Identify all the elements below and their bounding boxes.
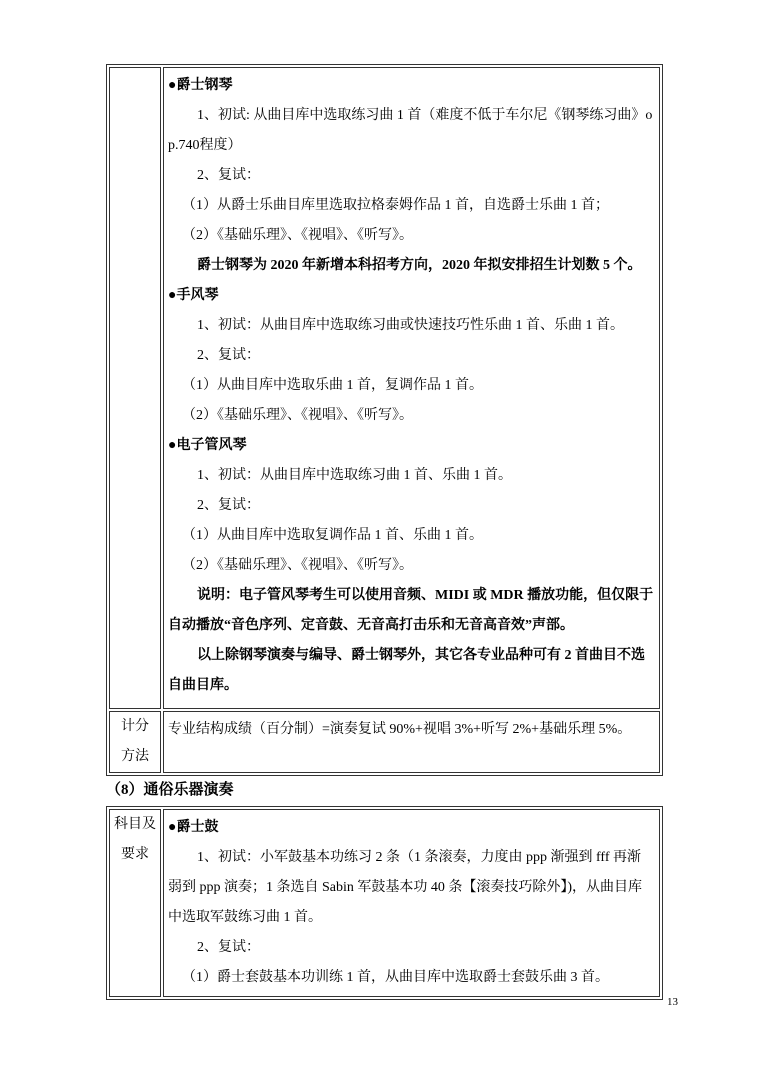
- page-number: 13: [667, 996, 678, 1008]
- subject-label-line: 要求: [121, 847, 149, 862]
- requirement-paragraph: ●电子管风琴: [168, 438, 247, 453]
- requirement-paragraph: 2、复试：: [197, 168, 260, 183]
- requirement-paragraph: 2、复试：: [197, 348, 260, 363]
- requirement-paragraph: ●爵士钢琴: [168, 78, 233, 93]
- popular-instruments-table: [106, 806, 663, 1000]
- subject-requirements-row: [109, 809, 660, 997]
- subject-requirements-label-cell: [109, 809, 161, 997]
- scoring-method-row: [109, 711, 660, 773]
- requirement-paragraph: ●爵士鼓: [168, 820, 219, 835]
- requirement-paragraph: 2、复试：: [197, 940, 260, 955]
- subject-requirements-content-cell: [163, 809, 660, 997]
- requirement-paragraph: （2）《基础乐理》、《视唱》、《听写》。: [182, 558, 413, 573]
- requirements-row: [109, 67, 660, 709]
- scoring-method-label-cell: [109, 711, 161, 773]
- requirement-paragraph: ●手风琴: [168, 288, 219, 303]
- requirement-paragraph: 1、初试：小军鼓基本功练习 2 条（1 条滚奏，力度由 ppp 渐强到 fff 再渐弱到 ppp 演奏；1 条选自 Sabin 军鼓基本功 40 条【滚奏技巧除外】)，从曲目库中选取军鼓练习曲 1 首。: [168, 850, 643, 925]
- scoring-formula-cell: [163, 711, 660, 773]
- requirement-paragraph: 1、初试：从曲目库中选取练习曲 1 首、乐曲 1 首。: [197, 468, 512, 483]
- requirement-paragraph: 1、初试：从曲目库中选取练习曲或快速技巧性乐曲 1 首、乐曲 1 首。: [197, 318, 624, 333]
- requirement-paragraph: 以上除钢琴演奏与编导、爵士钢琴外，其它各专业品种可有 2 首曲目不选自曲目库。: [168, 648, 645, 693]
- requirement-paragraph: （1）从曲目库中选取复调作品 1 首、乐曲 1 首。: [182, 528, 483, 543]
- scoring-label-line: 方法: [121, 749, 149, 764]
- requirement-paragraph: （2）《基础乐理》、《视唱》、《听写》。: [182, 228, 413, 243]
- subject-label-line: 科目及: [114, 817, 156, 832]
- scoring-label-line: 计分: [121, 719, 149, 734]
- row-label-cell-empty: [109, 67, 161, 709]
- requirement-paragraph: 2、复试：: [197, 498, 260, 513]
- requirement-paragraph: 1、初试: 从曲目库中选取练习曲 1 首（难度不低于车尔尼《钢琴练习曲》op.740程度）: [168, 108, 653, 153]
- requirement-paragraph: （1）从爵士乐曲目库里选取拉格泰姆作品 1 首，自选爵士乐曲 1 首；: [182, 198, 609, 213]
- scoring-formula: 专业结构成绩（百分制）=演奏复试 90%+视唱 3%+听写 2%+基础乐理 5%。: [168, 722, 632, 737]
- requirement-paragraph: 爵士钢琴为 2020 年新增本科招考方向，2020 年拟安排招生计划数 5 个。: [197, 258, 642, 273]
- requirement-paragraph: （1）从曲目库中选取乐曲 1 首，复调作品 1 首。: [182, 378, 483, 393]
- instrument-requirements-table: [106, 64, 663, 776]
- requirements-content-cell: [163, 67, 660, 709]
- section-heading: （8）通俗乐器演奏: [106, 782, 234, 798]
- requirement-paragraph: （2）《基础乐理》、《视唱》、《听写》。: [182, 408, 413, 423]
- requirement-paragraph: （1）爵士套鼓基本功训练 1 首，从曲目库中选取爵士套鼓乐曲 3 首。: [182, 970, 609, 985]
- requirement-paragraph: 说明：电子管风琴考生可以使用音频、MIDI 或 MDR 播放功能，但仅限于自动播放“音色序列、定音鼓、无音高打击乐和无音高音效”声部。: [168, 588, 654, 633]
